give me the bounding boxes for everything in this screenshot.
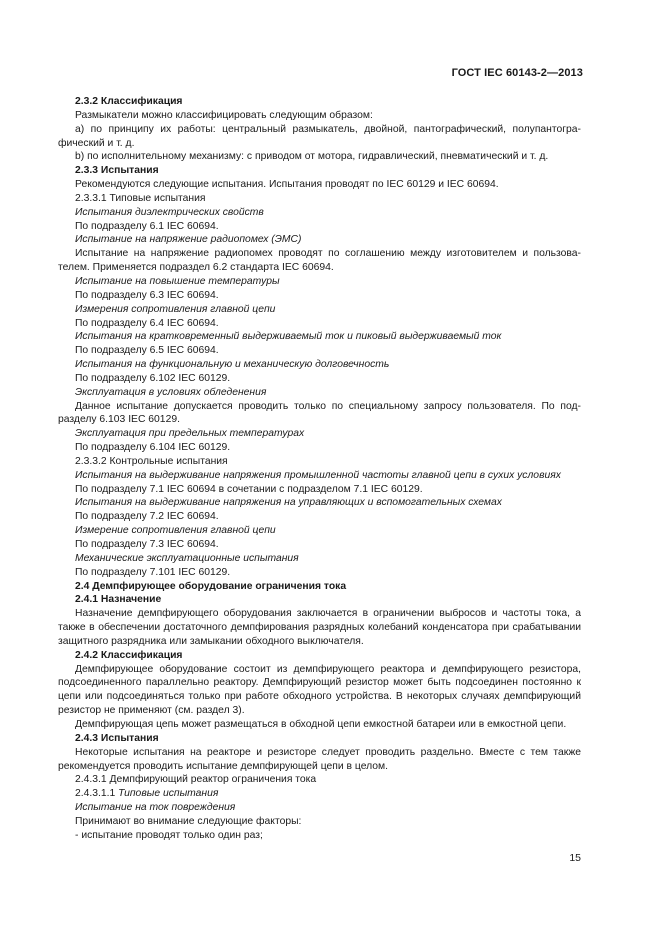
test-name: 2.4.3.1.1 Типовые испытания	[75, 788, 219, 800]
test-name: Измерение сопротивления главной цепи	[75, 525, 276, 537]
test-name: 2.3.3.1 Типовые испытания	[75, 192, 206, 204]
test-name: Данное испытание допускается проводить только по специальному запросу пользователя. По подразделу 6.103 IEC 60129.	[58, 400, 581, 426]
standard-designation: ГОСТ IEC 60143-2—2013	[451, 67, 583, 79]
test-name: 2.4.3.1 Демпфирующий реактор ограничения тока	[75, 774, 317, 786]
test-name: Назначение демпфирующего оборудования заключается в ограничении выбросов и частоты тока, а также в обеспечении достаточного демпфирования разрядных колебаний конденсатора при срабатывании защитного разрядника или замыкании обходного выключателя.	[58, 608, 581, 647]
test-name: Демпфирующая цепь может размещаться в обходной цепи емкостной батареи или в емкостной цепи.	[75, 718, 567, 730]
test-name: Испытания на кратковременный выдерживаемый ток и пиковый выдерживаемый ток	[75, 331, 502, 343]
test-name: Испытания на функциональную и механическую долговечность	[75, 359, 390, 371]
test-name: Принимают во внимание следующие факторы:	[75, 815, 302, 827]
test-name: По подразделу 6.3 IEC 60694.	[75, 289, 219, 301]
test-name: По подразделу 6.5 IEC 60694.	[75, 345, 219, 357]
section-heading: 2.3.2 Классификация	[75, 96, 183, 107]
test-name: По подразделу 6.104 IEC 60129.	[75, 442, 231, 454]
test-name: - испытание проводят только один раз;	[75, 829, 263, 841]
test-name: По подразделу 7.2 IEC 60694.	[75, 511, 219, 523]
section-heading: 2.4.1 Назначение	[75, 594, 162, 606]
document-body	[58, 95, 581, 843]
test-name: Испытание на напряжение радиопомех проводят по соглашению между изготовителем и пользователем. Применяется подраздел 6.2 стандарта IEC 60694.	[58, 248, 581, 274]
test-name: 2.3.3.2 Контрольные испытания	[75, 455, 228, 467]
test-name: Испытание на напряжение радиопомех (ЭМС)	[75, 234, 302, 246]
test-name: По подразделу 6.4 IEC 60694.	[75, 317, 219, 329]
section-heading: 2.3.3 Испытания	[75, 165, 159, 177]
section-heading: 2.4 Демпфирующее оборудование ограничения тока	[75, 580, 347, 592]
test-name: По подразделу 7.3 IEC 60694.	[75, 539, 219, 550]
test-name: Испытание на повышение температуры	[75, 275, 280, 287]
test-name: По подразделу 7.101 IEC 60129.	[75, 566, 231, 578]
section-heading: 2.4.2 Классификация	[75, 649, 183, 661]
test-name: Эксплуатация в условиях обледенения	[75, 386, 267, 398]
test-name: По подразделу 6.102 IEC 60129.	[75, 372, 231, 384]
test-name: Механические эксплуатационные испытания	[75, 552, 299, 564]
test-name: Демпфирующее оборудование состоит из демпфирующего реактора и демпфирующего резистора, подсоединенного параллельно реактору. Демпфирующий резистор может быть подсоединен постоянно к цепи или подсоединяться только при работе обходного устройства. В некоторых случаях демпфирующий резистор не применяют (см. раздел 3).	[58, 663, 581, 717]
test-name: Рекомендуются следующие испытания. Испытания проводят по IEC 60129 и IEC 60694.	[75, 179, 499, 191]
test-name: Испытания диэлектрических свойств	[75, 206, 264, 218]
test-name: Испытания на выдерживание напряжения промышленной частоты главной цепи в сухих условиях	[75, 469, 561, 481]
test-name: Испытания на выдерживание напряжения на управляющих и вспомогательных схемах	[75, 497, 502, 509]
test-name: По подразделу 6.1 IEC 60694.	[75, 220, 219, 232]
page-number: 15	[569, 852, 581, 864]
test-name: Некоторые испытания на реакторе и резисторе следует проводить раздельно. Вместе с тем также рекомендуется проводить испытание демпфирующей цепи в целом.	[58, 746, 581, 772]
test-name: а) по принципу их работы: центральный размыкатель, двойной, пантографический, полупантографический и т. д.	[58, 123, 581, 149]
section-heading: 2.4.3 Испытания	[75, 732, 159, 744]
test-name: b) по исполнительному механизму: с приводом от мотора, гидравлический, пневматический и т. д.	[75, 151, 549, 163]
test-name: Измерения сопротивления главной цепи	[75, 303, 276, 315]
test-name: Эксплуатация при предельных температурах	[75, 428, 305, 440]
test-name: Размыкатели можно классифицировать следующим образом:	[75, 109, 373, 121]
test-name: По подразделу 7.1 IEC 60694 в сочетании с подразделом 7.1 IEC 60129.	[75, 483, 423, 495]
test-name: Испытание на ток повреждения	[75, 802, 236, 814]
